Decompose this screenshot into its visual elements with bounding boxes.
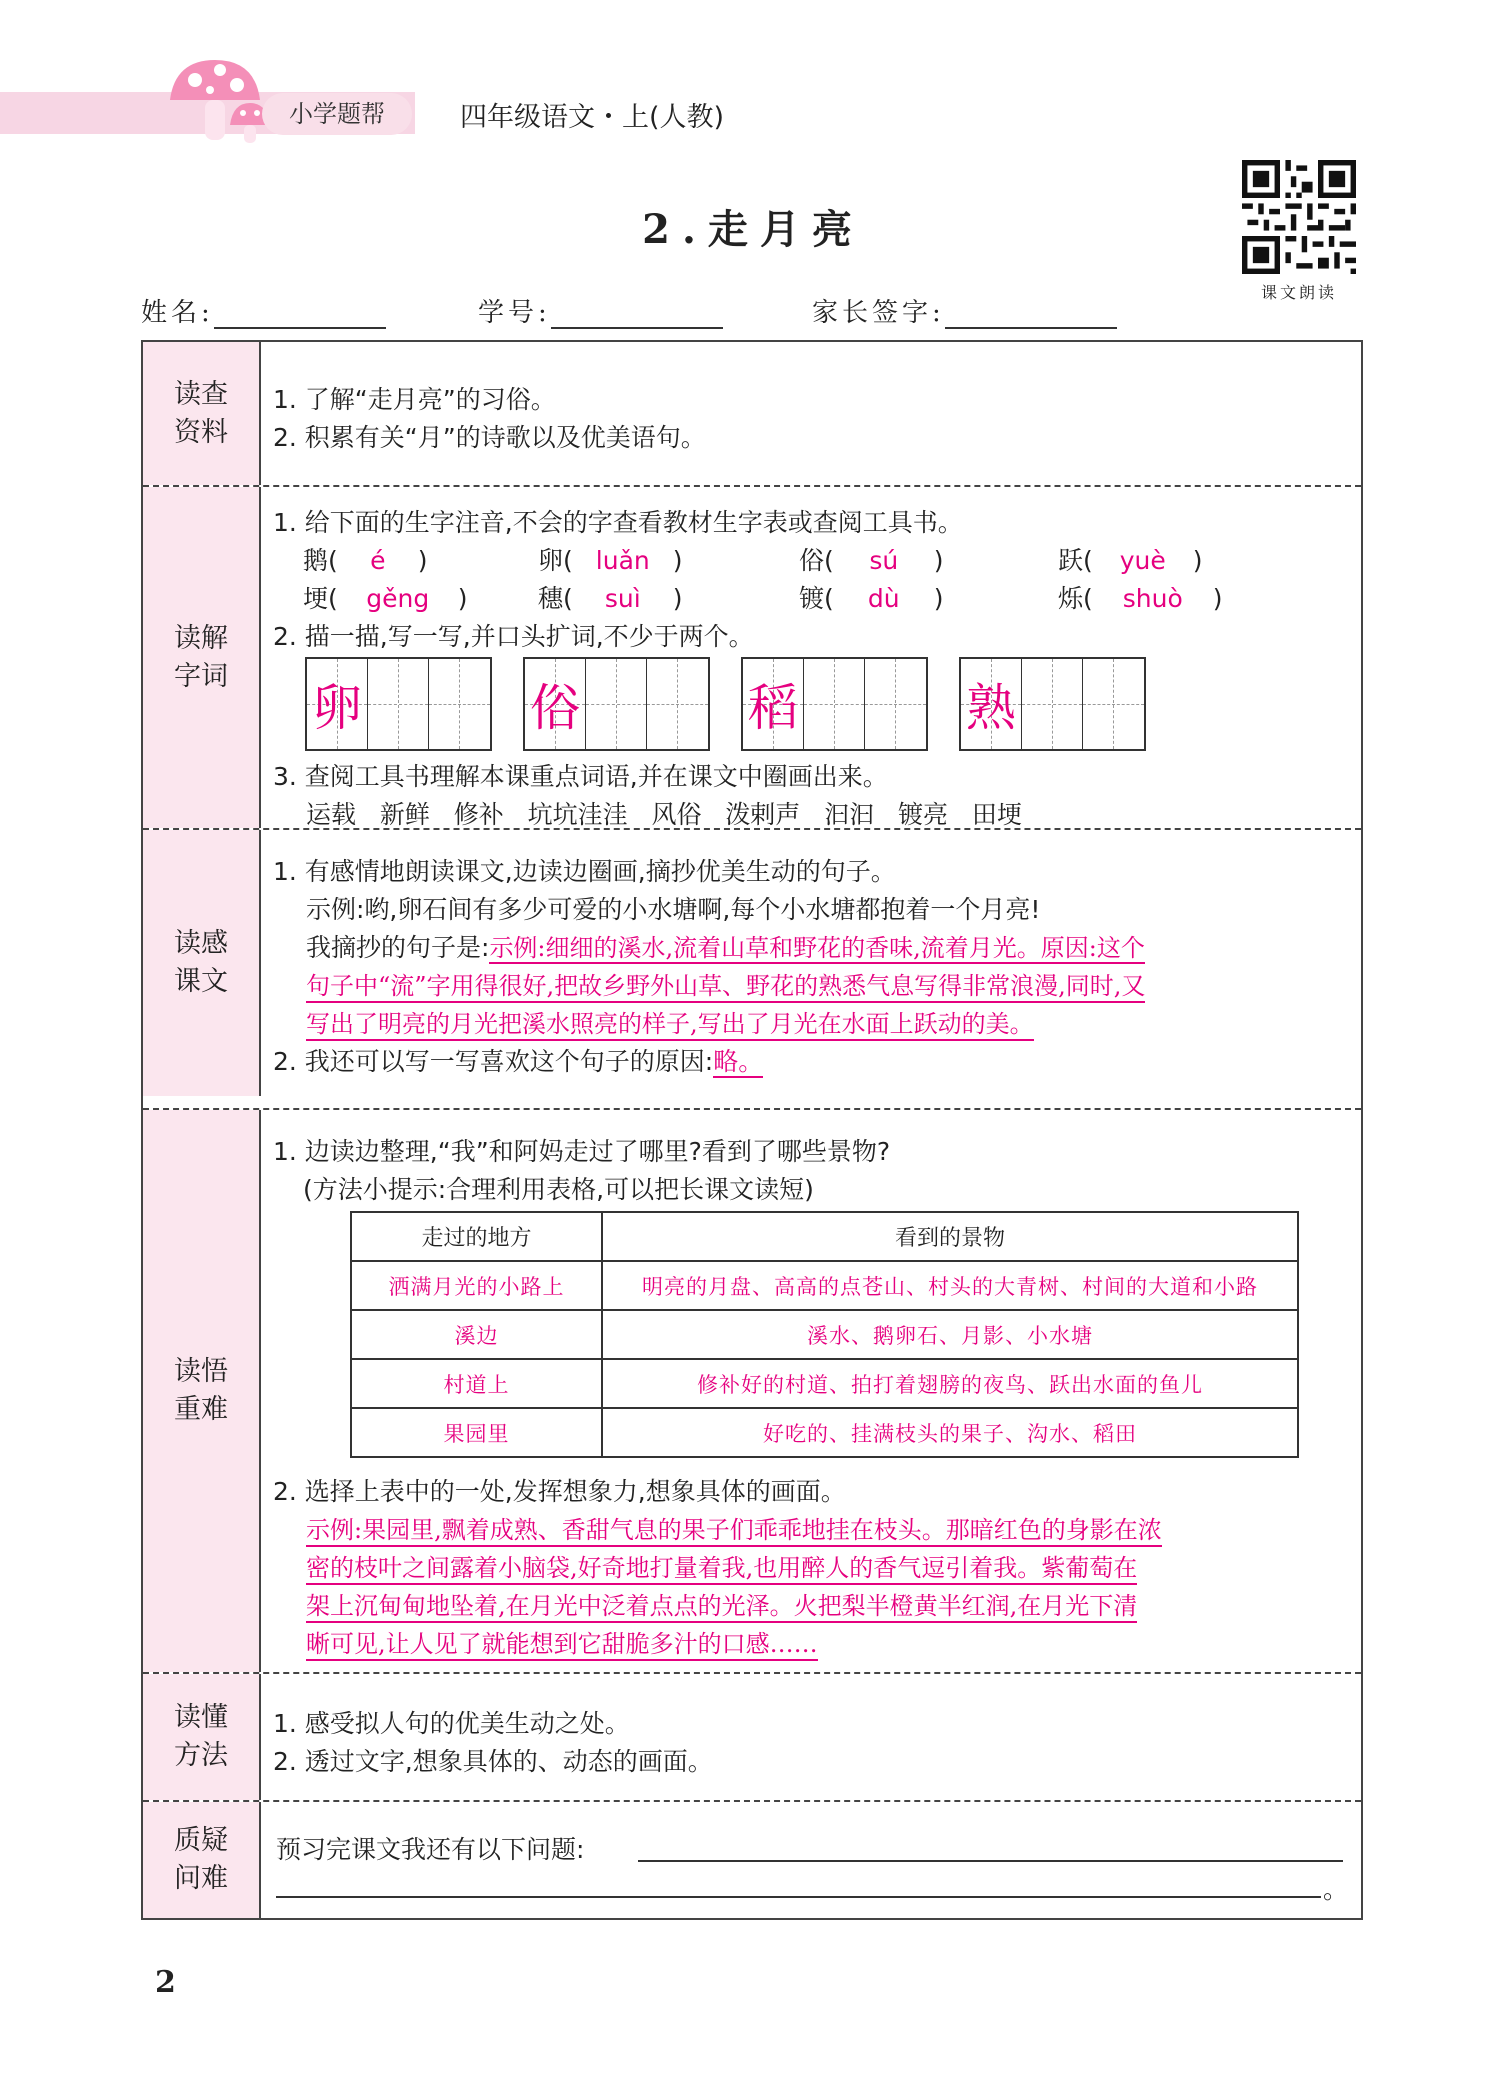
question-text: 1. 边读边整理,“我”和阿妈走过了哪里?看到了哪些景物? [273, 1137, 891, 1166]
section-label: 读查 资料 [143, 342, 261, 485]
end-mark: 。 [1323, 1875, 1349, 1904]
pinyin-item: 鹅( é ) [303, 546, 428, 575]
section-analysis [143, 1110, 1361, 1672]
pinyin-item: 俗( sú ) [799, 546, 944, 575]
list-item: 2. 积累有关“月”的诗歌以及优美语句。 [273, 423, 706, 452]
name-field[interactable] [141, 292, 386, 329]
trace-char: 稻 [748, 679, 798, 737]
hint-text: (方法小提示:合理利用表格,可以把长课文读短) [303, 1175, 814, 1204]
question-text: 1. 有感情地朗读课文,边读边圈画,摘抄优美生动的句子。 [273, 857, 896, 886]
answer-text: 句子中“流”字用得很好,把故乡野外山草、野花的熟悉气息写得非常浪漫,同时,又 [306, 966, 1145, 1003]
question-text: 2. 描一描,写一写,并口头扩词,不少于两个。 [273, 622, 754, 651]
answer-text: 示例:细细的溪水,流着山草和野花的香味,流着月光。原因:这个 [489, 934, 1145, 962]
section-reading [143, 830, 1361, 1096]
parent-signature-label: 家长签字: [812, 298, 945, 328]
brand-label: 小学题帮 [262, 93, 412, 135]
section-vocabulary [143, 487, 1361, 828]
section-label: 读感 课文 [143, 830, 261, 1096]
answer-prompt: 我摘抄的句子是: [306, 933, 490, 962]
qr-caption: 课文朗读 [1260, 283, 1337, 302]
table-cell: 洒满月光的小路上 [351, 1261, 602, 1310]
question-text: 2. 我还可以写一写喜欢这个句子的原因:略。 [273, 1047, 764, 1076]
trace-char: 熟 [966, 679, 1016, 737]
section-questions [143, 1802, 1361, 1918]
pinyin-item: 镀( dù ) [799, 584, 944, 613]
section-research [143, 342, 1361, 485]
question-text: 3. 查阅工具书理解本课重点词语,并在课文中圈画出来。 [273, 762, 888, 791]
table-row [351, 1359, 1298, 1408]
answer-line [306, 928, 1145, 964]
page-title: 2.走月亮 [642, 206, 864, 253]
table-cell: 明亮的月盘、高高的点苍山、村头的大青树、村间的大道和小路 [602, 1261, 1298, 1310]
pinyin-item: 埂( gěng ) [303, 584, 468, 613]
question-text: 1. 给下面的生字注音,不会的字查看教材生字表或查阅工具书。 [273, 508, 963, 537]
table-cell: 好吃的、挂满枝头的果子、沟水、稻田 [602, 1408, 1298, 1457]
example-text: 示例:哟,卵石间有多少可爱的小水塘啊,每个小水塘都抱着一个月亮! [306, 895, 1041, 924]
list-item: 1. 感受拟人句的优美生动之处。 [273, 1709, 630, 1738]
table-row [351, 1261, 1298, 1310]
table-cell: 溪边 [351, 1310, 602, 1359]
writing-grid[interactable] [305, 657, 492, 751]
name-label: 姓名: [141, 298, 214, 328]
pinyin-item: 卵( luǎn ) [538, 546, 683, 575]
pinyin-item: 跃( yuè ) [1058, 546, 1203, 575]
student-id-label: 学号: [478, 298, 551, 328]
answer-text: 写出了明亮的月光把溪水照亮的样子,写出了月光在水面上跃动的美。 [306, 1004, 1034, 1041]
word-list: 运载 新鲜 修补 坑坑洼洼 风俗 泼剌声 汩汩 镀亮 田埂 [306, 800, 1022, 829]
table-row [351, 1408, 1298, 1457]
table-header-row [351, 1212, 1298, 1261]
writing-grid[interactable] [523, 657, 710, 751]
answer-text: 示例:果园里,飘着成熟、香甜气息的果子们乖乖地挂在枝头。那暗红色的身影在浓 [306, 1510, 1162, 1547]
mushroom-logo-icon [165, 55, 275, 145]
writing-grid[interactable] [959, 657, 1146, 751]
table-cell: 修补好的村道、拍打着翅膀的夜鸟、跃出水面的鱼儿 [602, 1359, 1298, 1408]
table-header: 看到的景物 [602, 1212, 1298, 1261]
qr-code-icon[interactable] [1242, 160, 1356, 274]
table-row [351, 1310, 1298, 1359]
answer-text: 略。 [713, 1047, 764, 1076]
page-number: 2 [155, 1965, 176, 2000]
section-method [143, 1674, 1361, 1800]
answer-text: 密的枝叶之间露着小脑袋,好奇地打量着我,也用醉人的香气逗引着我。紫葡萄在 [306, 1548, 1137, 1585]
parent-signature-field[interactable] [812, 292, 1117, 329]
answer-text: 晰可见,让人见了就能想到它甜脆多汁的口感…… [306, 1624, 818, 1661]
section-label: 读悟 重难 [143, 1110, 261, 1672]
section-label: 读解 字词 [143, 487, 261, 828]
trace-char: 卵 [312, 679, 362, 737]
student-id-field[interactable] [478, 292, 723, 329]
answer-text: 架上沉甸甸地坠着,在月光中泛着点点的光泽。火把梨半橙黄半红润,在月光下清 [306, 1586, 1137, 1623]
scene-table [350, 1211, 1299, 1458]
question-prompt: 预习完课文我还有以下问题: [276, 1835, 585, 1864]
answer-blank[interactable] [276, 1896, 1321, 1898]
worksheet-table [141, 340, 1363, 1920]
subject-label: 四年级语文・上(人教) [460, 102, 725, 133]
table-cell: 村道上 [351, 1359, 602, 1408]
section-label: 读懂 方法 [143, 1674, 261, 1800]
trace-char: 俗 [530, 679, 580, 737]
section-label: 质疑 问难 [143, 1802, 261, 1918]
table-header: 走过的地方 [351, 1212, 602, 1261]
pinyin-item: 穗( suì ) [538, 584, 683, 613]
writing-grid[interactable] [741, 657, 928, 751]
list-item: 2. 透过文字,想象具体的、动态的画面。 [273, 1747, 713, 1776]
table-cell: 果园里 [351, 1408, 602, 1457]
table-cell: 溪水、鹅卵石、月影、小水塘 [602, 1310, 1298, 1359]
list-item: 1. 了解“走月亮”的习俗。 [273, 385, 556, 414]
question-text: 2. 选择上表中的一处,发挥想象力,想象具体的画面。 [273, 1477, 846, 1506]
answer-blank[interactable] [638, 1860, 1343, 1862]
pinyin-item: 烁( shuò ) [1058, 584, 1223, 613]
